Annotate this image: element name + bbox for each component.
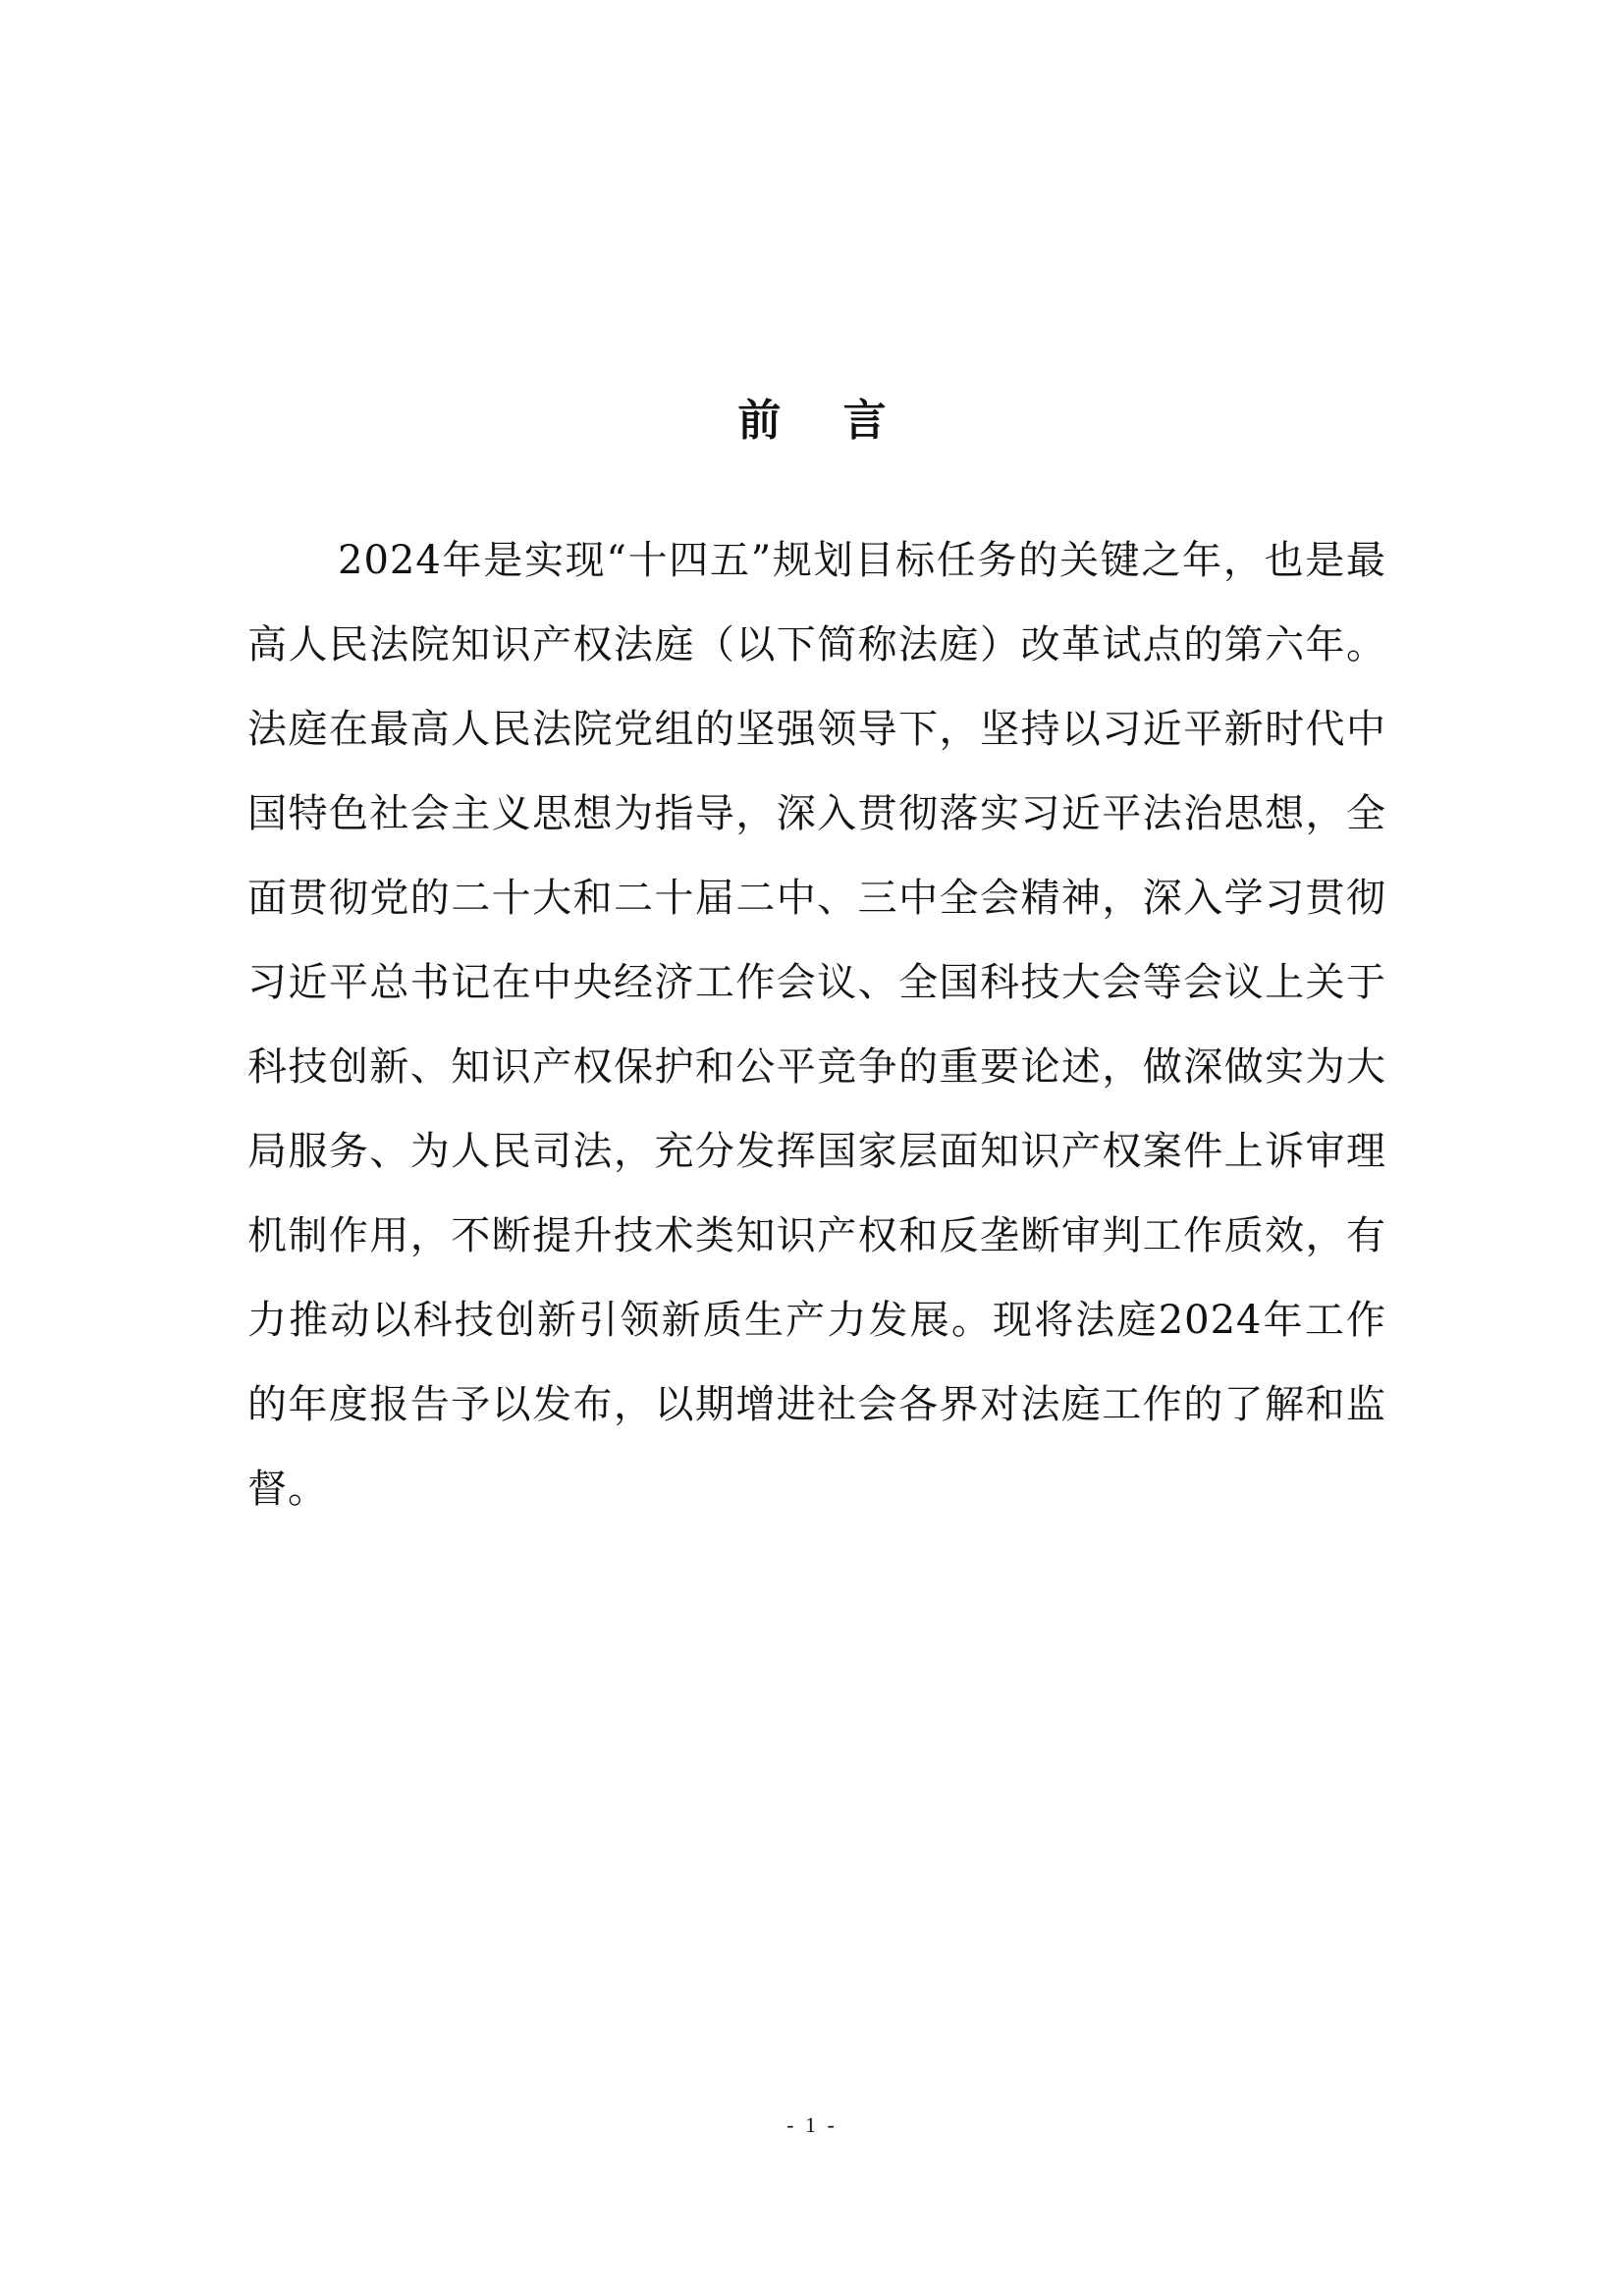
page-title: 前 言 (737, 396, 910, 447)
page-number: - 1 - (786, 2112, 838, 2137)
preface-paragraph: 2024年是实现“十四五”规划目标任务的关键之年，也是最高人民法院知识产权法庭（以下简称法庭）改革试点的第六年。法庭在最高人民法院党组的坚强领导下，坚持以习近平新时代中国特色社会主义思想为指导，深入贯彻落实习近平法治思想，全面贯彻党的二十大和二十届二中、三中全会精神，深入学习贯彻习近平总书记在中央经济工作会议、全国科技大会等会议上关于科技创新、知识产权保护和公平竞争的重要论述，做深做实为大局服务、为人民司法，充分发挥国家层面知识产权案件上诉审理机制作用，不断提升技术类知识产权和反垄断审判工作质效，有力推动以科技创新引领新质生产力发展。现将法庭2024年工作的年度报告予以发布，以期增进社会各界对法庭工作的了解和监督。 (247, 538, 1386, 1512)
